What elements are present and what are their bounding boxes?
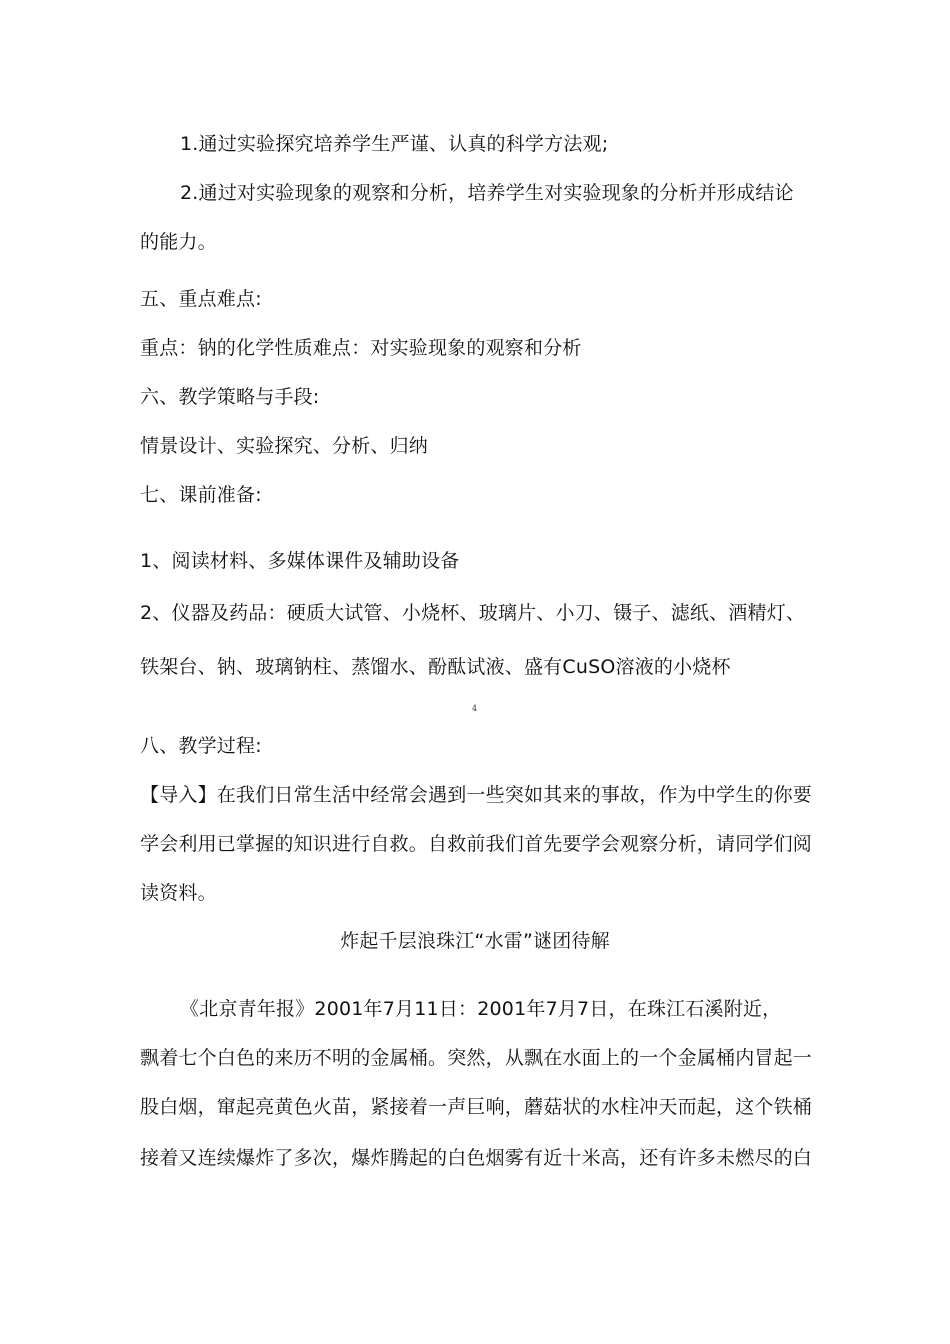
cuso4-subscript: 4 — [472, 704, 478, 713]
article-line-3: 股白烟，窜起亮黄色火苗，紧接着一声巨响，蘑菇状的水柱冲天而起，这个铁桶 — [140, 1096, 813, 1118]
section-5-text: 重点：钠的化学性质难点：对实验现象的观察和分析 — [140, 337, 582, 359]
objective-item-1: 1.通过实验探究培养学生严谨、认真的科学方法观; — [180, 133, 609, 155]
section-6-text: 情景设计、实验探究、分析、归纳 — [140, 435, 429, 457]
intro-line-1: 【导入】在我们日常生活中经常会遇到一些突如其来的事故，作为中学生的你要 — [140, 784, 813, 806]
section-7-item-1: 1、阅读材料、多媒体课件及辅助设备 — [140, 550, 460, 572]
section-7-item-2-line-2: 铁架台、钠、玻璃钠柱、蒸馏水、酚酞试液、盛有CuSO溶液的小烧杯 — [140, 656, 731, 678]
article-line-1: 《北京青年报》2001年7月11日：2001年7月7日，在珠江石溪附近， — [180, 998, 782, 1020]
intro-line-3: 读资料。 — [140, 882, 217, 904]
intro-line-2: 学会利用已掌握的知识进行自救。自救前我们首先要学会观察分析，请同学们阅 — [140, 833, 813, 855]
section-5-heading: 五、重点难点: — [140, 288, 262, 310]
section-6-heading: 六、教学策略与手段: — [140, 386, 320, 408]
objective-item-2-line-2: 的能力。 — [140, 231, 217, 253]
article-line-2: 飘着七个白色的来历不明的金属桶。突然，从飘在水面上的一个金属桶内冒起一 — [140, 1047, 813, 1069]
section-7-item-2-line-1: 2、仪器及药品：硬质大试管、小烧杯、玻璃片、小刀、镊子、滤纸、酒精灯、 — [140, 602, 806, 624]
article-title: 炸起千层浪珠江“水雷”谜团待解 — [340, 930, 610, 952]
section-8-heading: 八、教学过程: — [140, 735, 262, 757]
section-7-heading: 七、课前准备: — [140, 484, 262, 506]
article-line-4: 接着又连续爆炸了多次，爆炸腾起的白色烟雾有近十米高，还有许多未燃尽的白 — [140, 1147, 813, 1169]
objective-item-2-line-1: 2.通过对实验现象的观察和分析，培养学生对实验现象的分析并形成结论 — [180, 182, 794, 204]
